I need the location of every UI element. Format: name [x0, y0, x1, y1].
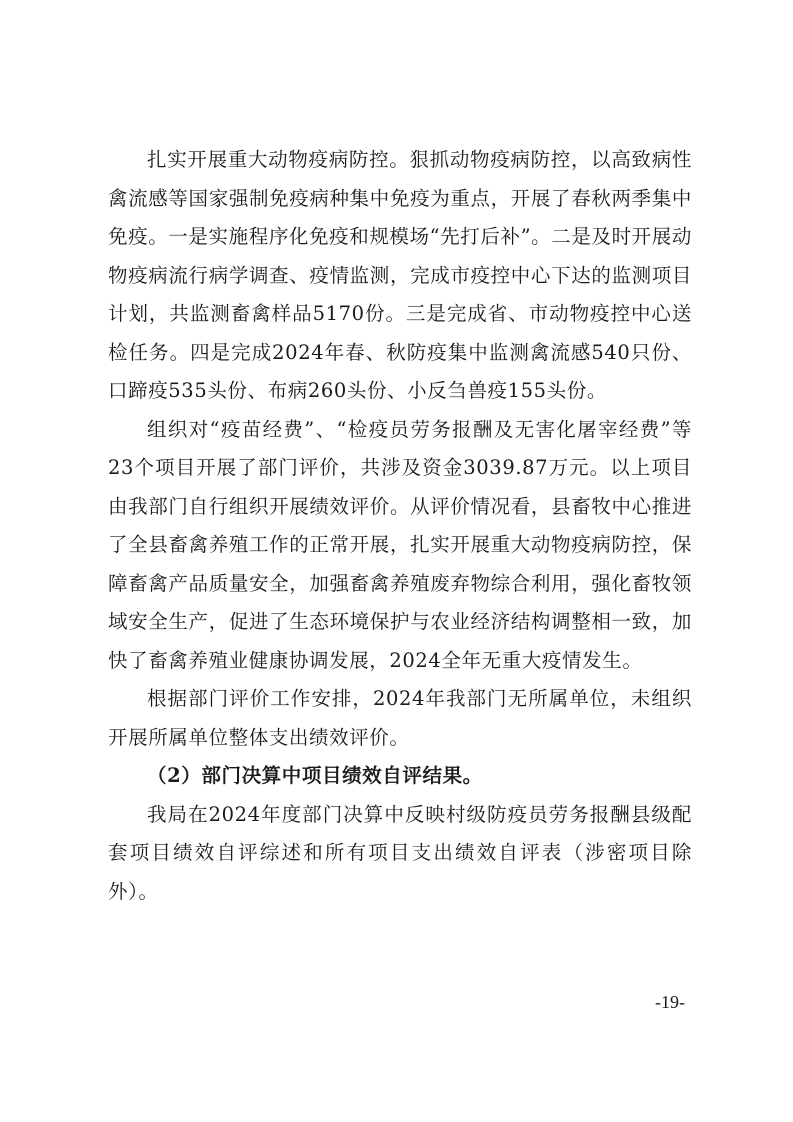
page-number: -19-: [655, 992, 685, 1012]
paragraph-department-evaluation: 组织对“疫苗经费”、“检疫员劳务报酬及无害化屠宰经费”等23个项目开展了部门评价，共涉及资金3039.87万元。以上项目由我部门自行组织开展绩效评价。从评价情况看，县畜牧中心推进了全县畜禽养殖工作的正常开展，扎实开展重大动物疫病防控，保障畜禽产品质量安全，加强畜禽养殖废弃物综合利用，强化畜牧领域安全生产，促进了生态环境保护与农业经济结构调整相一致，加快了畜禽养殖业健康协调发展，2024全年无重大疫情发生。: [108, 417, 692, 672]
paragraph-disease-control: 扎实开展重大动物疫病防控。狠抓动物疫病防控，以高致病性禽流感等国家强制免疫病种集中免疫为重点，开展了春秋两季集中免疫。一是实施程序化免疫和规模场“先打后补”。二是及时开展动物疫病流行病学调查、疫情监测，完成市疫控中心下达的监测项目计划，共监测畜禽样品5170份。三是完成省、市动物疫控中心送检任务。四是完成2024年春、秋防疫集中监测禽流感540只份、口蹄疫535头份、布病260头份、小反刍兽疫155头份。: [108, 148, 692, 402]
section-heading: （2）部门决算中项目绩效自评结果。: [147, 764, 483, 787]
paragraph-unit-evaluation: 根据部门评价工作安排，2024年我部门无所属单位，未组织开展所属单位整体支出绩效评价。: [108, 687, 692, 749]
document-body: [108, 141, 692, 911]
paragraph-self-assessment: 我局在2024年度部门决算中反映村级防疫员劳务报酬县级配套项目绩效自评综述和所有项目支出绩效自评表（涉密项目除外）。: [108, 802, 692, 903]
